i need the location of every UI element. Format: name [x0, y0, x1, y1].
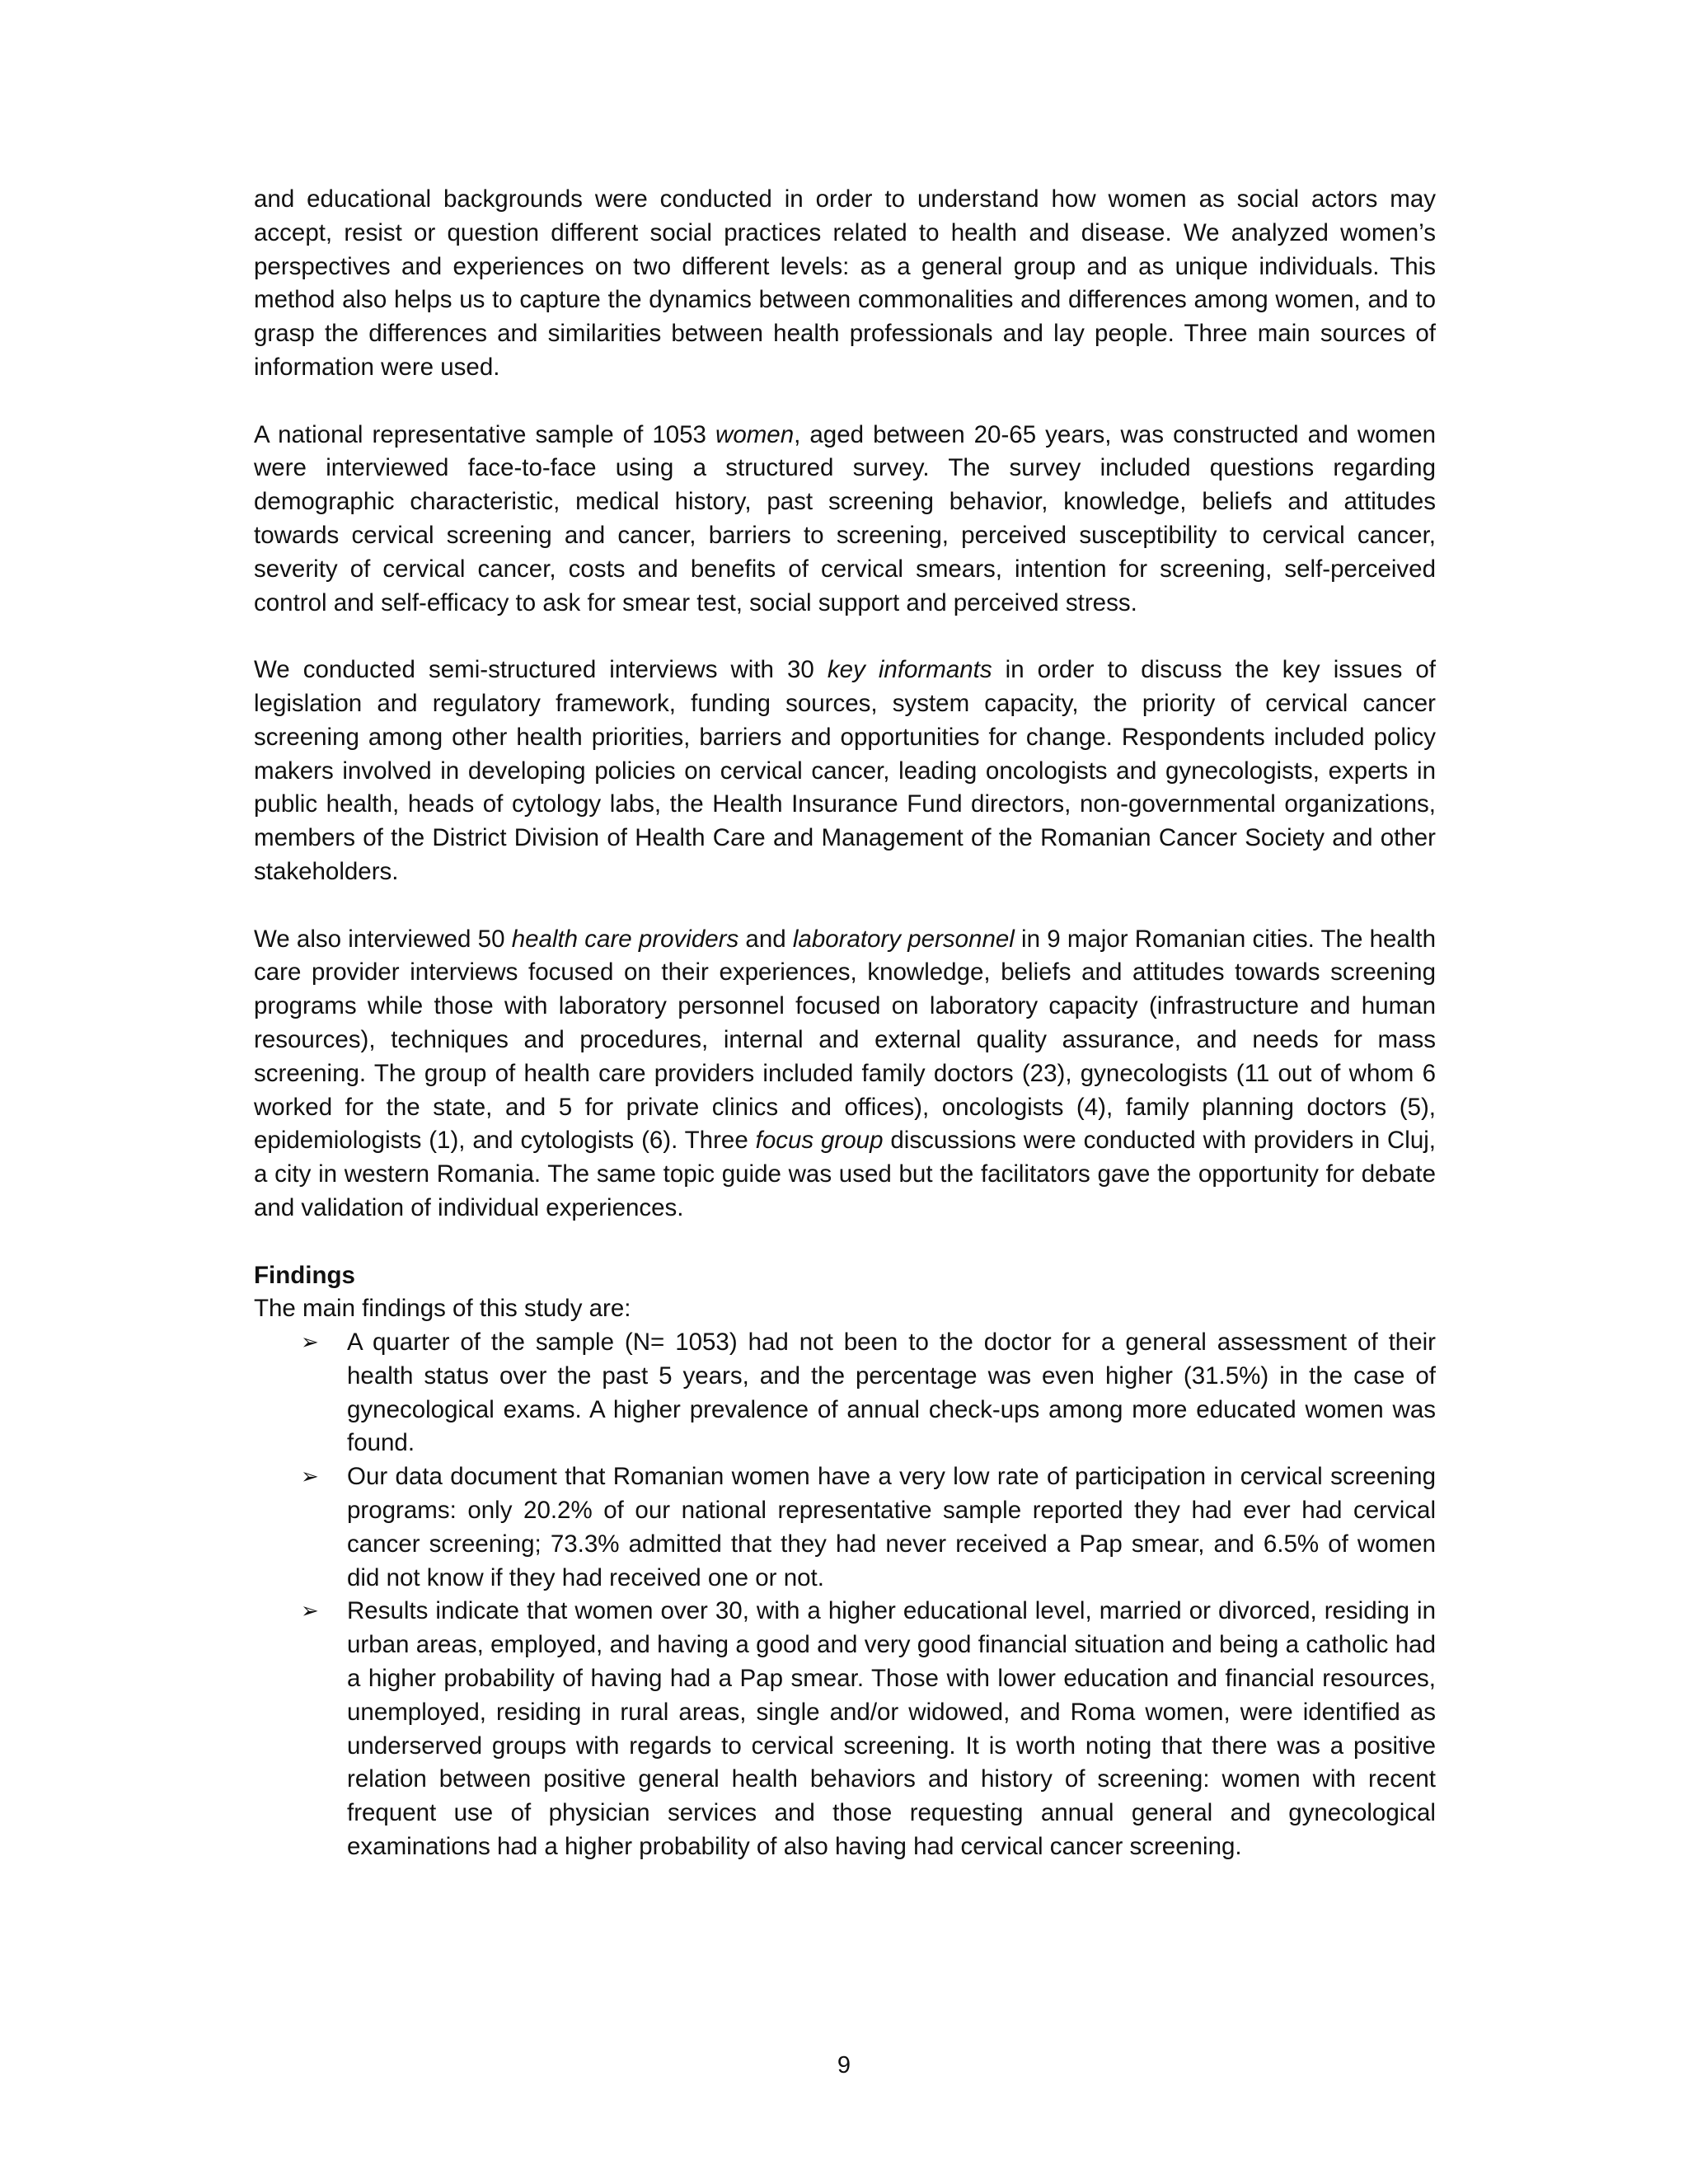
arrow-bullet-icon: ➢	[301, 1599, 319, 1624]
page-number: 9	[837, 2052, 851, 2079]
text-run: and	[738, 925, 793, 953]
findings-item-text: Our data document that Romanian women have a very low rate of participation in cervical screening programs: only 20.2% of our national representative sample reported they had ever had cervical cancer screening; 73.3% admitted that they had never received a Pap smear, and 6.5% of women did not know if they had received one or not.	[347, 1463, 1436, 1591]
document-page	[254, 183, 1436, 1864]
text-run: We also interviewed 50	[254, 925, 512, 953]
text-run: and educational backgrounds were conducted in order to understand how women as social actors may accept, resist or question different social practices related to health and disease. We analyzed women’s perspectives and experiences on two different levels: as a general group and as unique individuals. This method also helps us to capture the dynamics between commonalities and differences among women, and to grasp the differences and similarities between health professionals and lay people. Three main sources of information were used.	[254, 185, 1436, 381]
findings-heading: Findings	[254, 1261, 355, 1289]
text-run: , aged between 20-65 years, was constructed and women were interviewed face-to-face using a structured survey. The survey included questions regarding demographic characteristic, medical history, past screening behavior, knowledge, beliefs and attitudes towards cervical screening and cancer, barriers to screening, perceived susceptibility to cervical cancer, severity of cervical cancer, costs and benefits of cervical smears, intention for screening, self-perceived control and self-efficacy to ask for smear test, social support and perceived stress.	[254, 420, 1437, 616]
findings-list-item	[301, 1595, 1436, 1863]
findings-item-text: Results indicate that women over 30, with a higher educational level, married or divorced, residing in urban areas, employed, and having a good and very good financial situation and being a catholic had a higher probability of having had a Pap smear. Those with lower education and financial resources, unemployed, residing in rural areas, single and/or widowed, and Roma women, were identified as underserved groups with regards to cervical screening. It is worth noting that there was a positive relation between positive general health behaviors and history of screening: women with recent frequent use of physician services and those requesting annual general and gynecological examinations had a higher probability of also having had cervical cancer screening.	[347, 1597, 1436, 1861]
text-run: in order to discuss the key issues of legislation and regulatory framework, funding sources, system capacity, the priority of cervical cancer screening among other health priorities, barriers and opportunities for change. Respondents included policy makers involved in developing policies on cervical cancer, leading oncologists and gynecologists, experts in public health, heads of cytology labs, the Health Insurance Fund directors, non-governmental organizations, members of the District Division of Health Care and Management of the Romanian Cancer Society and other stakeholders.	[254, 656, 1436, 885]
text-run: A national representative sample of 1053	[254, 420, 716, 448]
paragraph-methods-intro	[254, 183, 1436, 385]
emphasis-text: laboratory personnel	[792, 925, 1015, 953]
findings-list	[254, 1326, 1436, 1864]
arrow-bullet-icon: ➢	[301, 1465, 319, 1490]
text-run: discussions were conducted with providers in Cluj, a city in western Romania. The same topic guide was used but the facilitators gave the opportunity for debate and validation of individual experiences.	[254, 1127, 1437, 1221]
paragraph-national-sample	[254, 419, 1436, 621]
text-run: We conducted semi-structured interviews with 30	[254, 656, 828, 684]
findings-section	[254, 1259, 1436, 1864]
findings-intro: The main findings of this study are:	[254, 1295, 631, 1323]
paragraph-key-informants	[254, 654, 1436, 889]
emphasis-text: health care providers	[511, 925, 739, 953]
arrow-bullet-icon: ➢	[301, 1330, 319, 1356]
paragraph-providers	[254, 923, 1436, 1226]
findings-list-item	[301, 1326, 1436, 1460]
emphasis-text: key informants	[827, 656, 992, 684]
emphasis-text: women	[715, 420, 795, 448]
findings-item-text: A quarter of the sample (N= 1053) had not been to the doctor for a general assessment of their health status over the past 5 years, and the percentage was even higher (31.5%) in the case of gynecological exams. A higher prevalence of annual check-ups among more educated women was found.	[347, 1329, 1436, 1457]
findings-list-item	[301, 1460, 1436, 1595]
emphasis-text: focus group	[755, 1127, 884, 1155]
text-run: in 9 major Romanian cities. The health care provider interviews focused on their experiences, knowledge, beliefs and attitudes towards screening programs while those with laboratory personnel focused on laboratory capacity (infrastructure and human resources), techniques and procedures, internal and external quality assurance, and needs for mass screening. The group of health care providers included family doctors (23), gynecologists (11 out of whom 6 worked for the state, and 5 for private clinics and offices), oncologists (4), family planning doctors (5), epidemiologists (1), and cytologists (6). Three	[254, 925, 1436, 1155]
